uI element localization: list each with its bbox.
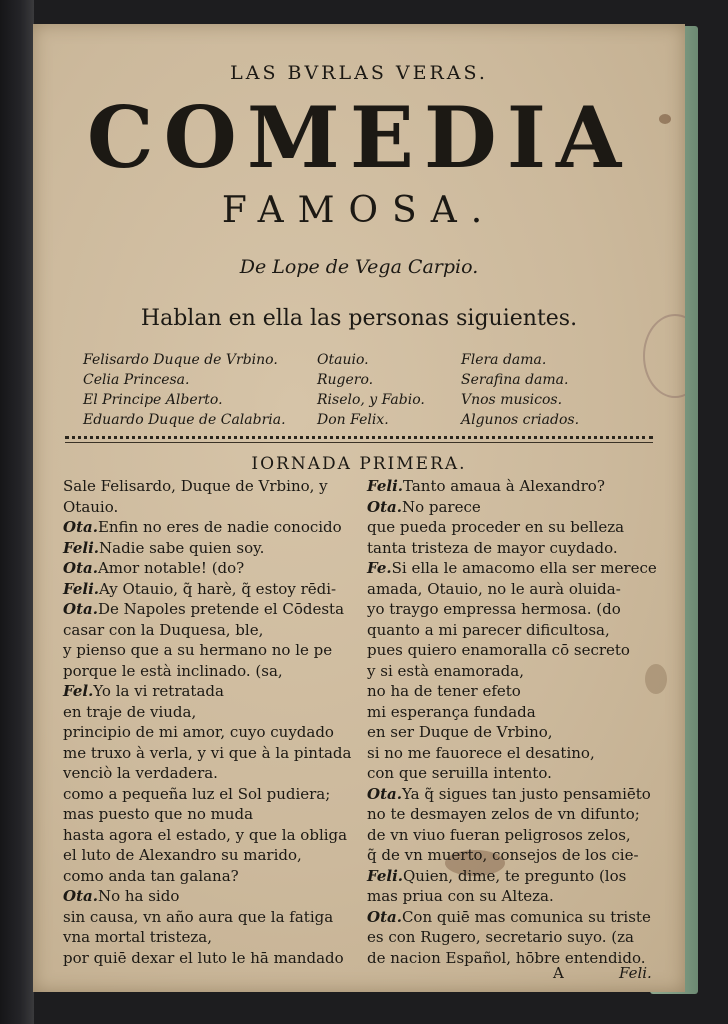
- speaker-label: Feli.: [367, 477, 403, 495]
- verse-line: [63, 681, 351, 702]
- verse-text: Sale Felisardo, Duque de Vrbino, y: [63, 477, 328, 495]
- verse-line: [367, 620, 657, 641]
- verse-text: principio de mi amor, cuyo cuydado: [63, 723, 334, 741]
- verse-text: Amor notable! (do?: [97, 559, 245, 577]
- speaker-label: Feli.: [367, 866, 403, 885]
- signature-mark: A: [553, 964, 564, 982]
- verse-line: [367, 579, 657, 600]
- verse-text: De Napoles pretende el Cōdesta: [97, 600, 345, 618]
- verse-text: tanta tristeza de mayor cuydado.: [367, 538, 618, 557]
- verse-text: mas priua con su Alteza.: [367, 887, 554, 905]
- running-title: LAS BVRLAS VERAS.: [230, 62, 488, 84]
- verse-text: Enfin no eres de nadie conocido: [97, 518, 342, 536]
- verse-text: Ya q̃ sigues tan justo pensamiēto: [401, 784, 651, 803]
- verse-line: [63, 948, 351, 969]
- verse-text: es con Rugero, secretario suyo. (za: [367, 928, 634, 946]
- verse-text: mi esperança fundada: [367, 702, 536, 721]
- verse-line: [63, 866, 351, 887]
- cast-entry: Felisardo Duque de Vrbino.: [83, 352, 278, 368]
- verse-line: [367, 558, 657, 579]
- verse-line: [367, 845, 657, 866]
- verse-line: [367, 743, 657, 764]
- verse-line: [63, 599, 351, 620]
- verse-line: [63, 476, 351, 497]
- verse-line: [63, 702, 351, 723]
- verse-line: [367, 804, 657, 825]
- verse-text: no ha de tener efeto: [367, 682, 521, 700]
- verse-text: hasta agora el estado, y que la obliga: [63, 825, 348, 844]
- verse-text: y si està enamorada,: [367, 661, 524, 680]
- cast-entry: Otauio.: [317, 352, 369, 368]
- verse-line: [367, 866, 657, 887]
- verse-text: el luto de Alexandro su marido,: [63, 846, 302, 864]
- verse-text: vna mortal tristeza,: [63, 928, 213, 946]
- verse-text: por quiē dexar el luto le hā mandado: [63, 948, 344, 967]
- verse-line: [63, 538, 351, 559]
- cast-entry: Don Felix.: [317, 412, 389, 428]
- book-binding: [0, 0, 34, 1024]
- verse-text: en ser Duque de Vrbino,: [367, 723, 553, 741]
- verse-line: [367, 702, 657, 723]
- verse-text: Si ella le amacomo ella ser merece: [391, 559, 657, 577]
- cast-column-3: [461, 350, 579, 430]
- catchword: Feli.: [619, 964, 652, 982]
- verse-line: [367, 722, 657, 743]
- verse-text: No ha sido: [97, 887, 180, 905]
- verse-text: de nacion Español, hōbre entendido.: [367, 948, 646, 967]
- verse-line: [63, 517, 351, 538]
- speaker-label: Fe.: [367, 559, 392, 577]
- verse-text: no te desmayen zelos de vn difunto;: [367, 805, 640, 823]
- verse-line: [367, 784, 657, 805]
- verse-line: [63, 722, 351, 743]
- speaker-label: Feli.: [63, 579, 99, 598]
- verse-line: [63, 927, 351, 948]
- verse-line: [367, 538, 657, 559]
- divider-line: [65, 442, 653, 443]
- verse-line: [63, 825, 351, 846]
- speaker-label: Feli.: [63, 538, 99, 557]
- cast-column-2: [317, 350, 425, 430]
- cast-entry: Celia Princesa.: [83, 372, 190, 388]
- verse-text: si no me fauorece el desatino,: [367, 743, 595, 762]
- verse-text: pues quiero enamoralla cō secreto: [367, 641, 630, 659]
- verse-line: [63, 907, 351, 928]
- verse-line: [367, 661, 657, 682]
- cast-entry: Rugero.: [317, 372, 374, 388]
- verse-text: Otauio.: [63, 497, 119, 516]
- verse-text: como a pequeña luz el Sol pudiera;: [63, 784, 331, 803]
- verse-text: con que seruilla intento.: [367, 764, 552, 782]
- verse-text: de vn viuo fueran peligrosos zelos,: [367, 825, 631, 844]
- verse-line: [63, 743, 351, 764]
- verse-text: como anda tan galana?: [63, 866, 239, 885]
- cast-entry: Flera dama.: [461, 352, 547, 368]
- verse-line: [367, 886, 657, 907]
- verse-text: casar con la Duquesa, ble,: [63, 620, 264, 639]
- verse-line: [367, 948, 657, 969]
- verse-text: yo traygo empressa hermosa. (do: [367, 600, 621, 618]
- verse-text: amada, Otauio, no le aurà oluida-: [367, 579, 621, 598]
- verse-line: [367, 763, 657, 784]
- verse-text: Quien, dime, te pregunto (los: [403, 866, 627, 885]
- cast-entry: Riselo, y Fabio.: [317, 392, 425, 408]
- verse-line: [63, 784, 351, 805]
- verse-line: [367, 907, 657, 928]
- author-line: De Lope de Vega Carpio.: [239, 256, 479, 278]
- verse-line: [367, 681, 657, 702]
- verse-line: [63, 640, 351, 661]
- speaker-label: Ota.: [63, 887, 98, 905]
- verse-text: me truxo à verla, y vi que à la pintada: [63, 743, 352, 762]
- dramatis-heading: Hablan en ella las personas siguientes.: [140, 306, 578, 331]
- verse-text: porque le està inclinado. (sa,: [63, 661, 283, 680]
- speaker-label: Ota.: [367, 497, 402, 516]
- verse-line: [63, 886, 351, 907]
- document-page: [33, 24, 685, 992]
- verse-line: [63, 845, 351, 866]
- speaker-label: Fel.: [63, 682, 94, 700]
- verse-line: [367, 927, 657, 948]
- verse-line: [367, 476, 657, 497]
- cast-entry: El Principe Alberto.: [83, 392, 223, 408]
- verse-text: Ay Otauio, q̃ harè, q̃ estoy rēdi-: [99, 579, 337, 598]
- verse-text: Nadie sabe quien soy.: [99, 538, 265, 557]
- verse-text: y pienso que a su hermano no le pe: [63, 641, 333, 659]
- verse-line: [367, 497, 657, 518]
- speaker-label: Ota.: [367, 784, 402, 803]
- cast-entry: Algunos criados.: [461, 412, 580, 428]
- verse-text: Yo la vi retratada: [93, 682, 224, 700]
- verse-text: que pueda proceder en su belleza: [367, 518, 625, 536]
- text-column-right: [367, 476, 657, 968]
- speaker-label: Ota.: [63, 600, 98, 618]
- cast-entry: Vnos musicos.: [461, 392, 563, 408]
- verse-text: Con quiē mas comunica su triste: [401, 907, 651, 926]
- verse-line: [63, 579, 351, 600]
- verse-text: sin causa, vn año aura que la fatiga: [63, 907, 334, 926]
- verse-line: [63, 763, 351, 784]
- verse-line: [63, 620, 351, 641]
- speaker-label: Ota.: [63, 518, 98, 536]
- text-column-left: [63, 476, 351, 968]
- verse-line: [367, 517, 657, 538]
- subtitle: FAMOSA.: [221, 190, 497, 231]
- act-heading: IORNADA PRIMERA.: [251, 454, 467, 474]
- cast-entry: Eduardo Duque de Calabria.: [83, 412, 286, 428]
- speaker-label: Ota.: [63, 559, 98, 577]
- main-title: COMEDIA: [86, 88, 632, 187]
- verse-line: [367, 825, 657, 846]
- verse-text: en traje de viuda,: [63, 702, 197, 721]
- verse-line: [63, 558, 351, 579]
- verse-line: [367, 599, 657, 620]
- verse-line: [63, 804, 351, 825]
- verse-text: q̃ de vn muerto, consejos de los cie-: [367, 846, 639, 864]
- verse-text: venciò la verdadera.: [63, 764, 218, 782]
- verse-line: [63, 661, 351, 682]
- cast-column-1: [83, 350, 286, 430]
- verse-text: No parece: [401, 497, 481, 516]
- verse-line: [367, 640, 657, 661]
- ornament-rule: [65, 436, 653, 439]
- verse-text: Tanto amaua à Alexandro?: [403, 477, 605, 495]
- verse-text: quanto a mi parecer dificultosa,: [367, 620, 610, 639]
- verse-text: mas puesto que no muda: [63, 805, 254, 823]
- cast-entry: Serafina dama.: [461, 372, 569, 388]
- verse-line: [63, 497, 351, 518]
- speaker-label: Ota.: [367, 907, 402, 926]
